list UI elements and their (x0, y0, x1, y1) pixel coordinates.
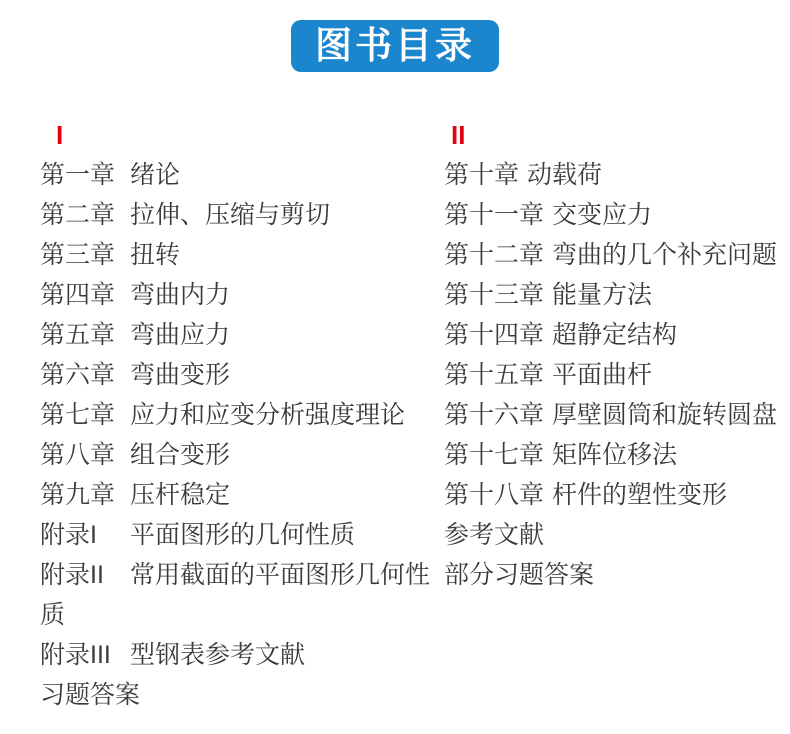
toc-column-right (444, 115, 790, 715)
toc-entry (40, 155, 444, 195)
section-marker-1: I (56, 120, 64, 150)
toc-entry (40, 315, 444, 355)
appendix-title: 平面图形的几何性质 (130, 521, 356, 549)
chapter-title: 杆件的塑性变形 (552, 481, 728, 509)
chapter-label: 第十五章 (444, 361, 545, 389)
chapter-title: 动载荷 (527, 161, 603, 189)
chapter-title: 应力和应变分析强度理论 (130, 401, 406, 429)
chapter-title: 拉伸、压缩与剪切 (130, 201, 331, 229)
appendix-label: 附录II (40, 561, 104, 589)
chapter-title: 能量方法 (552, 281, 653, 309)
toc-entry (40, 635, 444, 675)
toc-entry (444, 235, 790, 275)
appendix-label: 附录I (40, 521, 97, 549)
chapter-label: 第五章 (40, 321, 116, 349)
toc-entry (40, 395, 444, 435)
page-title: 图书目录 (315, 25, 475, 66)
chapter-title: 弯曲内力 (130, 281, 231, 309)
appendix-title: 型钢表参考文献 (130, 641, 306, 669)
chapter-label: 第二章 (40, 201, 116, 229)
chapter-title: 厚壁圆筒和旋转圆盘 (552, 401, 778, 429)
toc-entry (444, 435, 790, 475)
toc-entry (40, 475, 444, 515)
chapter-label: 第十三章 (444, 281, 545, 309)
chapter-label: 第十章 (444, 161, 520, 189)
toc-columns (0, 115, 790, 715)
toc-entry (444, 155, 790, 195)
chapter-title: 超静定结构 (552, 321, 678, 349)
chapter-title: 矩阵位移法 (552, 441, 678, 469)
section-marker-2: II (451, 120, 466, 150)
chapter-title: 压杆稳定 (130, 481, 231, 509)
chapter-label: 第九章 (40, 481, 116, 509)
toc-entry (40, 435, 444, 475)
toc-entry (40, 555, 432, 635)
toc-entry (40, 195, 444, 235)
chapter-label: 第十一章 (444, 201, 545, 229)
chapter-label: 第八章 (40, 441, 116, 469)
toc-title-badge (291, 20, 499, 72)
toc-entry (40, 355, 444, 395)
toc-entry (444, 315, 790, 355)
chapter-label: 第十二章 (444, 241, 545, 269)
section-title: 部分习题答案 (444, 561, 595, 589)
appendix-title: 常用截面的平面图形几何性质 (40, 561, 431, 629)
chapter-label: 第一章 (40, 161, 116, 189)
chapter-title: 交变应力 (552, 201, 653, 229)
toc-entry (444, 515, 790, 555)
chapter-title: 弯曲的几个补充问题 (552, 241, 778, 269)
chapter-label: 第七章 (40, 401, 116, 429)
chapter-label: 第十六章 (444, 401, 545, 429)
toc-entry (40, 515, 444, 555)
chapter-label: 第十八章 (444, 481, 545, 509)
chapter-title: 弯曲变形 (130, 361, 231, 389)
toc-entry (444, 395, 790, 435)
chapter-label: 第十四章 (444, 321, 545, 349)
toc-column-left (40, 115, 444, 715)
chapter-title: 组合变形 (130, 441, 231, 469)
chapter-label: 第三章 (40, 241, 116, 269)
toc-entry (444, 355, 790, 395)
toc-header (0, 0, 790, 72)
chapter-label: 第六章 (40, 361, 116, 389)
chapter-title: 扭转 (130, 241, 181, 269)
toc-entry (40, 235, 444, 275)
chapter-title: 弯曲应力 (130, 321, 231, 349)
section-title: 习题答案 (40, 681, 141, 709)
toc-entry (444, 555, 790, 595)
toc-entry (40, 675, 444, 715)
toc-entry (444, 275, 790, 315)
toc-entry (40, 275, 444, 315)
appendix-label: 附录III (40, 641, 111, 669)
chapter-title: 绪论 (130, 161, 181, 189)
chapter-title: 平面曲杆 (552, 361, 653, 389)
chapter-label: 第十七章 (444, 441, 545, 469)
toc-entry (444, 475, 790, 515)
toc-entry (444, 195, 790, 235)
section-title: 参考文献 (444, 521, 545, 549)
chapter-label: 第四章 (40, 281, 116, 309)
